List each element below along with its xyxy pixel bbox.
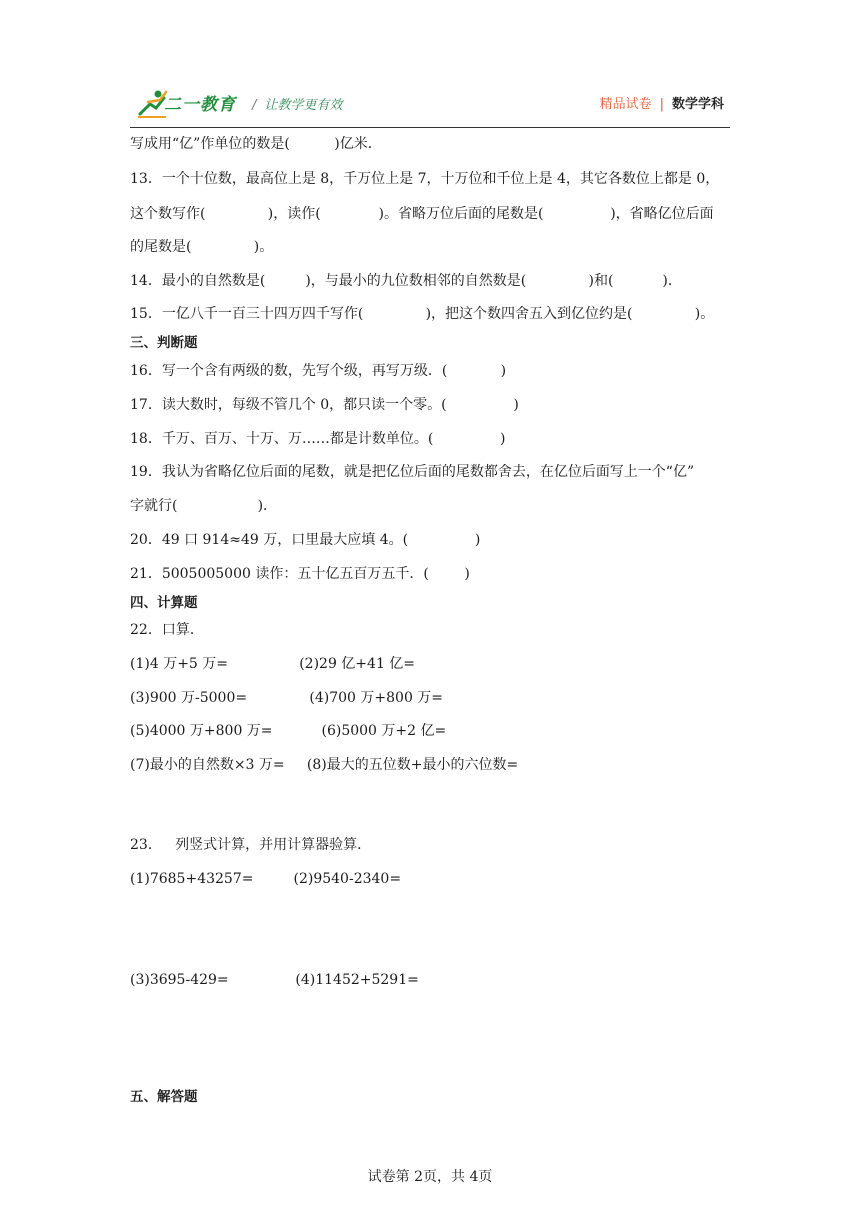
text-line: 的尾数是( )。: [130, 239, 274, 255]
text-line: 字就行( )．: [130, 498, 278, 514]
question-13: 13．一个十位数，最高位上是 8，千万位上是 7，十万位和千位上是 4，其它各数位上都是 0，: [130, 171, 720, 187]
section-heading-answers: 五、解答题: [130, 1089, 198, 1105]
question-23: 23． 列竖式计算，并用计算器验算．: [130, 837, 372, 853]
calc-row: (7)最小的自然数×3 万= (8)最大的五位数+最小的六位数=: [130, 757, 519, 773]
tag-label: 精品试卷: [599, 97, 652, 112]
subject-label: 数学学科: [671, 97, 724, 112]
text-line: 这个数写作( )，读作( )。省略万位后面的尾数是( )，省略亿位后面: [130, 206, 714, 222]
brand-name: 二一教育: [164, 95, 236, 115]
question-22: 22．口算．: [130, 622, 204, 638]
question-21: 21．5005005000 读作：五十亿五百万五千．( ): [130, 566, 470, 582]
section-heading-calculation: 四、计算题: [130, 595, 198, 611]
slogan-text: 让教学更有效: [264, 98, 343, 113]
page-footer: 试卷第 2页，共 4页: [367, 1169, 493, 1185]
question-20: 20．49 口 914≈49 万，口里最大应填 4。( ): [130, 532, 481, 548]
question-16: 16．写一个含有两级的数，先写个级，再写万级．( ): [130, 363, 507, 379]
page-header: [130, 82, 730, 128]
question-19: 19．我认为省略亿位后面的尾数，就是把亿位后面的尾数都舍去，在亿位后面写上一个“亿”: [130, 464, 695, 480]
calc-row: (1)7685+43257= (2)9540-2340=: [130, 871, 402, 887]
question-14: 14．最小的自然数是( )，与最小的九位数相邻的自然数是( )和( )．: [130, 273, 682, 289]
calc-row: (3)3695-429= (4)11452+5291=: [130, 972, 419, 988]
calc-row: (5)4000 万+800 万= (6)5000 万+2 亿=: [130, 723, 447, 739]
question-17: 17．读大数时，每级不管几个 0，都只读一个零。( ): [130, 397, 519, 413]
header-tag: 精品试卷 | 数学学科: [599, 97, 724, 112]
header-divider: [130, 127, 730, 128]
slogan: / 让教学更有效: [252, 98, 343, 113]
question-15: 15．一亿八千一百三十四万四千写作( )，把这个数四舍五入到亿位约是( )。: [130, 306, 715, 322]
calc-row: (3)900 万-5000= (4)700 万+800 万=: [130, 690, 444, 706]
text-line: 写成用“亿”作单位的数是( )亿米．: [130, 136, 382, 152]
section-heading-judgement: 三、判断题: [130, 335, 198, 351]
question-18: 18．千万、百万、十万、万……都是计数单位。( ): [130, 431, 506, 447]
calc-row: (1)4 万+5 万= (2)29 亿+41 亿=: [130, 656, 416, 672]
